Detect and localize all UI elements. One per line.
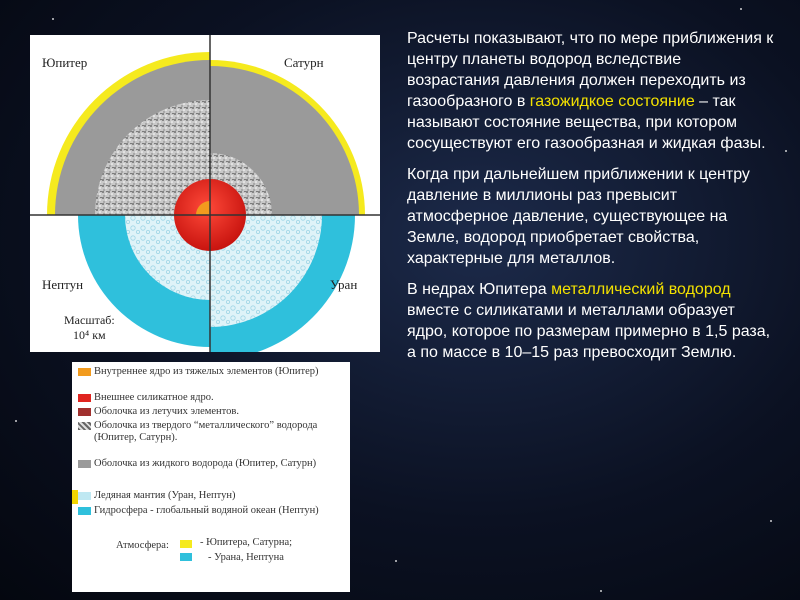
planet-structure-diagram bbox=[30, 35, 380, 352]
star bbox=[15, 420, 17, 422]
legend-swatch bbox=[78, 507, 91, 515]
atmosphere-jupiter-saturn: - Юпитера, Сатурна; bbox=[200, 537, 293, 548]
label-saturn: Сатурн bbox=[284, 55, 324, 70]
paragraph-2: Когда при дальнейшем приближении к центру давление в миллионы раз превысит атмосферное давление, существующее на Земле, водород приобретает свойства, характерные для металлов. bbox=[407, 166, 750, 267]
star bbox=[600, 590, 602, 592]
legend-text: Оболочка из жидкого водорода (Юпитер, Сатурн) bbox=[94, 458, 317, 469]
legend bbox=[72, 362, 350, 592]
legend-text: Ледяная мантия (Уран, Нептун) bbox=[94, 490, 236, 501]
scale-value: 10⁴ км bbox=[73, 328, 106, 342]
paragraph-1-text-a: Расчеты показывают, что по мере приближения к центру планеты водород вследствие возрастания давления должен переходить из газообразного в bbox=[407, 30, 774, 110]
label-neptune: Нептун bbox=[42, 277, 84, 292]
atmosphere-jupiter-swatch bbox=[180, 540, 192, 548]
legend-item-ice-mantle bbox=[94, 490, 346, 502]
paragraph-1 bbox=[407, 28, 777, 154]
star bbox=[740, 8, 742, 10]
highlight-metallic-hydrogen: металлический водород bbox=[551, 281, 731, 298]
legend-text: Атмосфера: bbox=[116, 540, 169, 551]
label-jupiter: Юпитер bbox=[42, 55, 88, 70]
atmosphere-uranus-swatch bbox=[180, 553, 192, 561]
paragraph-3-text-b: вместе с силикатами и металлами образует ядро, которое по размерам примерно в 1,5 раза, а по массе в 10–15 раз превосходит Землю. bbox=[407, 302, 771, 361]
legend-swatch bbox=[78, 422, 91, 430]
yellow-marker bbox=[72, 490, 78, 504]
legend-swatch bbox=[78, 408, 91, 416]
legend-item-volatile-shell bbox=[94, 406, 346, 418]
star bbox=[785, 150, 787, 152]
legend-swatch bbox=[78, 492, 91, 500]
paragraph-3-text-a: В недрах Юпитера bbox=[407, 281, 552, 298]
legend-swatch bbox=[78, 394, 91, 402]
star bbox=[770, 520, 772, 522]
paragraph-3 bbox=[407, 279, 777, 363]
legend-swatch bbox=[78, 368, 91, 376]
highlight-gas-liquid-state: газожидкое состояние bbox=[529, 93, 695, 110]
scale-title: Масштаб: bbox=[64, 313, 115, 327]
legend-item-inner-core bbox=[94, 366, 346, 378]
legend-item-hydrosphere bbox=[94, 505, 346, 517]
legend-text: Внешнее силикатное ядро. bbox=[94, 392, 214, 403]
legend-item-metallic-hydrogen bbox=[94, 420, 346, 444]
legend-text: Внутреннее ядро из тяжелых элементов (Юпитер) bbox=[94, 366, 319, 377]
legend-item-silicate-core bbox=[94, 392, 346, 404]
planet-cross-section bbox=[30, 35, 380, 352]
legend-text: Оболочка из твердого “металлического” водорода (Юпитер, Сатурн). bbox=[94, 420, 318, 443]
atmosphere-uranus-neptune: - Урана, Нептуна bbox=[208, 552, 284, 563]
paragraph-1-text-b: – так называют состояние вещества, при котором сосуществуют его газообразная и жидкая фазы. bbox=[407, 93, 766, 152]
scale-label bbox=[64, 313, 115, 343]
legend-text: Оболочка из летучих элементов. bbox=[94, 406, 239, 417]
legend-text: Гидросфера - глобальный водяной океан (Нептун) bbox=[94, 505, 319, 516]
star bbox=[52, 18, 54, 20]
legend-swatch bbox=[78, 460, 91, 468]
slide-text bbox=[407, 28, 777, 373]
star bbox=[395, 560, 397, 562]
legend-item-liquid-hydrogen bbox=[94, 458, 346, 470]
label-uranus: Уран bbox=[330, 277, 358, 292]
